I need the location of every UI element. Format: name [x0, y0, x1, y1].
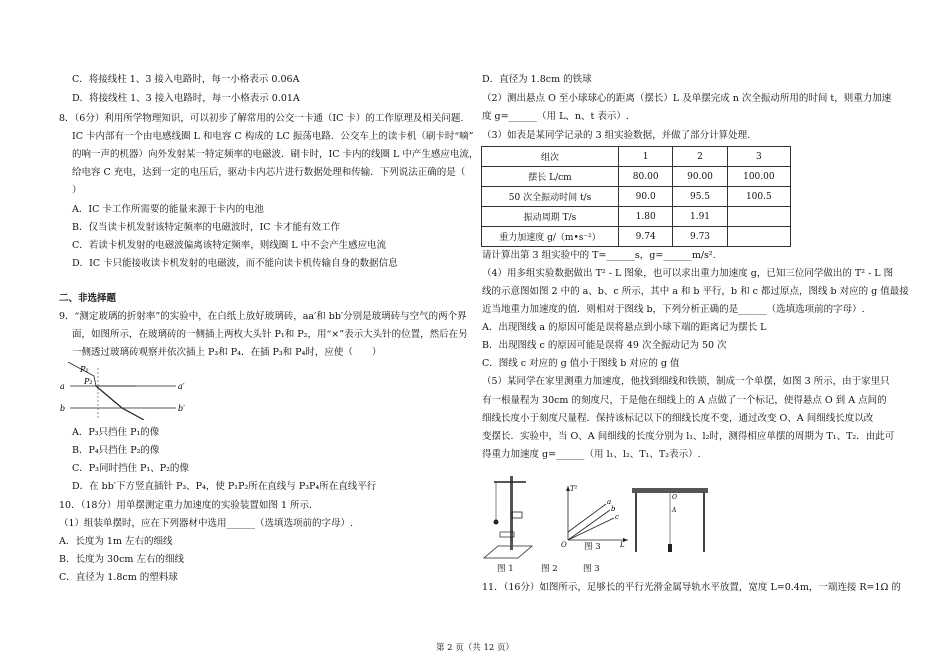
table-cell: 50 次全振动时间 t/s [482, 187, 619, 207]
table-cell: 90.0 [619, 187, 673, 207]
q10-part3: （3）如表是某同学记录的 3 组实验数据，并做了部分计算处理. [482, 130, 751, 141]
table-cell: 1 [619, 147, 673, 167]
q10-part5: 得重力加速度 g=______（用 l₁、l₂、T₁、T₂表示）. [482, 449, 701, 460]
q10-part4-option-b: B．出现图线 c 的原因可能是误将 49 次全振动记为 50 次 [482, 340, 727, 351]
table-cell: 95.5 [673, 187, 727, 207]
table-cell: 摆长 L/cm [482, 167, 619, 187]
table-cell: 100.00 [727, 167, 790, 187]
table-cell: 振动周期 T/s [482, 207, 619, 227]
table-cell: 100.5 [727, 187, 790, 207]
q8-stem: 给电容 C 充电，达到一定的电压后，驱动卡内芯片进行数据处理和传输．下列说法正确的是（ [72, 167, 466, 178]
q10-part5: 细线长度小于刻度尺量程．保持该标记以下的细线长度不变，通过改变 O、A 间细线长度以改 [482, 413, 874, 424]
q10-option-a: A．长度为 1m 左右的细线 [59, 536, 173, 547]
q10-part1: （1）组装单摆时，应在下列器材中选用______（选填选项前的字母）. [59, 518, 354, 529]
table-cell: 9.73 [673, 227, 727, 247]
q8-option-c: C．若读卡机发射的电磁波偏离该特定频率，则线圈 L 中不会产生感应电流 [72, 240, 387, 251]
q9-option-c: C．P₃同时挡住 P₁、P₂的像 [72, 463, 189, 474]
q10-part4: 线的示意图如图 2 中的 a、b、c 所示，其中 a 和 b 平行，b 和 c 都过原点，图线 b 对应的 g 值最接 [482, 286, 909, 297]
table-row [482, 187, 791, 207]
q9-option-a: A．P₃只挡住 P₁的像 [72, 427, 160, 438]
q9-option-d: D．在 bb′下方竖直插针 P₃、P₄，使 P₁P₂所在直线与 P₃P₄所在直线平行 [72, 481, 377, 492]
table-cell [727, 207, 790, 227]
q10-option-b: B．长度为 30cm 左右的细线 [59, 554, 184, 565]
table-cell: 1.80 [619, 207, 673, 227]
figure-2-caption: 图 2 [541, 564, 558, 574]
q10-option-c: C．直径为 1.8cm 的塑料球 [59, 572, 178, 583]
q7-option-d: D．将接线柱 1、3 接入电路时，每一小格表示 0.01A [72, 93, 300, 104]
figure-1-pendulum-stand [482, 474, 548, 560]
q10-part5: （5）某同学在家里测重力加速度，他找到细线和铁锁，制成一个单摆，如图 3 所示，由于家里只 [482, 376, 890, 387]
p1-label: P₁ [80, 365, 89, 374]
table-cell: 重力加速度 g/（m•s⁻²） [482, 227, 619, 247]
table-cell: 3 [727, 147, 790, 167]
q8-stem: ） [72, 185, 82, 196]
refraction-figure [58, 362, 188, 420]
q10-option-d: D．直径为 1.8cm 的铁球 [482, 74, 592, 85]
a-label: a [60, 382, 65, 391]
q7-option-c: C．将接线柱 1、3 接入电路时，每一小格表示 0.06A [72, 74, 300, 85]
line-b-label: b [611, 505, 616, 513]
point-o-label: O [672, 494, 677, 501]
q8-option-a: A．IC 卡工作所需要的能量来源于卡内的电池 [72, 204, 264, 215]
page-number: 第 2 页（共 12 页） [435, 643, 515, 653]
b-label: b [60, 404, 66, 413]
q8-option-b: B．仅当读卡机发射该特定频率的电磁波时，IC 卡才能有效工作 [72, 222, 341, 233]
table-cell: 80.00 [619, 167, 673, 187]
table-cell: 组次 [482, 147, 619, 167]
q10-part4: 近当地重力加速度的值．则相对于图线 b，下列分析正确的是______（选填选项前的字母）. [482, 304, 865, 315]
q8-stem: IC 卡内部有一个由电感线圈 L 和电容 C 构成的 LC 振荡电路．公交车上的读卡机（刷卡时“嘀” [72, 131, 474, 142]
table-row [482, 207, 791, 227]
q11-stem: 11．（16分）如图所示，足够长的平行光滑金属导轨水平放置，宽度 L=0.4m，一端连接 R=1Ω 的 [482, 582, 901, 593]
q8-stem: 的响一声的机器）向外发射某一特定频率的电磁波．刷卡时，IC 卡内的线圈 L 中产生感应电流， [72, 149, 479, 160]
a-prime-label: a′ [178, 382, 185, 391]
figure-3-caption: 图 3 [583, 564, 600, 574]
q10-part4-option-a: A．出现图线 a 的原因可能是误将悬点到小球下端的距离记为摆长 L [482, 322, 767, 333]
table-cell: 90.00 [673, 167, 727, 187]
q10-part5: 变摆长．实验中，当 O、A 间细线的长度分别为 l₁、l₂时，测得相应单摆的周期为 T₁、T₂．由此可 [482, 431, 895, 442]
q10-stem: 10．（18分）用单摆测定重力加速度的实验装置如图 1 所示. [59, 500, 313, 511]
table-row [482, 147, 791, 167]
q9-option-b: B．P₄只挡住 P₂的像 [72, 445, 160, 456]
data-table [481, 146, 791, 247]
b-prime-label: b′ [178, 404, 185, 413]
table-row [482, 167, 791, 187]
axis-y-label: T² [570, 485, 578, 493]
p2-label: P₂ [84, 377, 93, 386]
q8-option-d: D．IC 卡只能接收读卡机发射的电磁波，而不能向读卡机传输自身的数据信息 [72, 258, 398, 269]
q10-part2: （2）测出悬点 O 至小球球心的距离（摆长）L 及单摆完成 n 次全振动所用的时间 t，则重力加速 [482, 93, 892, 104]
table-cell: 2 [673, 147, 727, 167]
axis-x-label: L [620, 541, 625, 548]
origin-label: O [561, 541, 567, 548]
q10-part2: 度 g=______（用 L、n、t 表示）. [482, 111, 629, 122]
q10-part4-option-c: C．图线 c 对应的 g 值小于图线 b 对应的 g 值 [482, 358, 680, 369]
q8-stem: 8．（6分）利用所学物理知识，可以初步了解常用的公交一卡通（IC 卡）的工作原理及相关问题. [59, 113, 464, 124]
q9-stem: 面，如图所示，在玻璃砖的一侧插上两枚大头针 P₁和 P₂，用“×”表示大头针的位置，然后在另 [72, 329, 468, 340]
figure-3-pendulum-table [630, 484, 710, 554]
line-c-label: c [615, 513, 619, 521]
q10-part4: （4）用多组实验数据做出 T² - L 图象，也可以求出重力加速度 g，已知三位同学做出的 T² - L 图 [482, 268, 894, 279]
line-a-label: a [607, 498, 612, 506]
q9-stem: 一侧透过玻璃砖观察并依次插上 P₃和 P₄．在插 P₃和 P₄时，应使（ ） [72, 347, 382, 358]
q10-part5: 有一根量程为 30cm 的刻度尺，于是他在细线上的 A 点做了一个标记，使得悬点 O 到 A 点间的 [482, 395, 887, 406]
table-cell [727, 227, 790, 247]
q9-stem: 9．“测定玻璃的折射率”的实验中，在白纸上放好玻璃砖，aa′和 bb′分别是玻璃砖与空气的两个界 [59, 311, 467, 322]
figure-2-graph [558, 482, 630, 548]
table-row [482, 227, 791, 247]
table-cell: 1.91 [673, 207, 727, 227]
section-heading: 二、非选择题 [59, 293, 117, 304]
table-cell: 9.74 [619, 227, 673, 247]
point-a-label: A [672, 507, 677, 514]
q10-part3-fill: 请计算出第 3 组实验中的 T=______s，g=______m/s². [482, 250, 716, 261]
figure-3-caption-inline: 图 3 [584, 542, 601, 552]
figure-1-caption: 图 1 [497, 564, 514, 574]
